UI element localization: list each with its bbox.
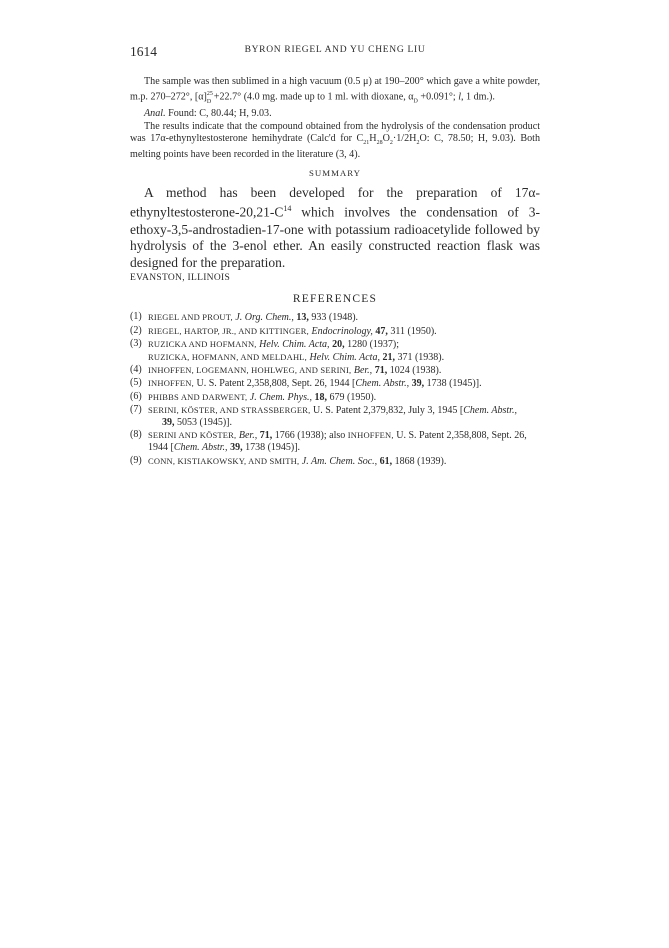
analysis-line: Anal. Found: C, 80.44; H, 9.03.: [144, 108, 272, 120]
results-paragraph: The results indicate that the compound obtained from the hydrolysis of the condensation product was 17α-ethynyltestosterone hemihydrate (Calc'd for $C_{21}H_{28}O_2\cdot 1/2H_2O$: C, 78.50; H, 9.03). Both melting points have been recorded in the literature (3, 4).: [130, 120, 540, 161]
running-head: BYRON RIEGEL AND YU CHENG LIU: [244, 45, 426, 55]
summary-heading: SUMMARY: [309, 167, 361, 178]
sublimation-paragraph: The sample was then sublimed in a high vacuum (0.5 μ) at 190–200° which gave a white powder, m.p. 270–272°, $[\alpha]^{25}_D +22.7^\circ$ (4.0 mg. made up to 1 ml. with dioxane, $\alpha_D +0.091^\circ$; l, 1 dm.).: [130, 76, 540, 105]
reference-item: (8) SERINI AND KÖSTER, Ber., 71, 1766 (1938); also INHOFFEN, U. S. Patent 2,358,808, Sept. 26, 1944 [Chem. Abstr., 39, 1738 (1945)].: [130, 429, 527, 454]
page-number: 1614: [130, 44, 157, 59]
page-body: [130, 76, 540, 468]
reference-item: (3) RUZICKA AND HOFMANN, Helv. Chim. Acta, 20, 1280 (1937);: [130, 337, 400, 350]
reference-item: (7) SERINI, KÖSTER, AND STRASSBERGER, U. S. Patent 2,379,832, July 3, 1945 [Chem. Abstr., 39, 5053 (1945)].: [130, 403, 517, 428]
references-heading: REFERENCES: [292, 293, 378, 306]
page-header: [130, 44, 540, 60]
reference-item: (6) PHIBBS AND DARWENT, J. Chem. Phys., 18, 679 (1950).: [130, 390, 377, 403]
reference-item: (1) RIEGEL AND PROUT, J. Org. Chem., 13, 933 (1948).: [130, 311, 359, 324]
author-location: EVANSTON, ILLINOIS: [130, 273, 231, 284]
reference-item: (2) RIEGEL, HARTOP, JR., AND KITTINGER, Endocrinology, 47, 311 (1950).: [130, 324, 437, 337]
reference-list: [130, 311, 540, 467]
reference-item: (9) CONN, KISTIAKOWSKY, AND SMITH, J. Am. Chem. Soc., 61, 1868 (1939).: [130, 454, 447, 467]
reference-item: (5) INHOFFEN, U. S. Patent 2,358,808, Sept. 26, 1944 [Chem. Abstr., 39, 1738 (1945)].: [130, 377, 482, 390]
reference-item-continuation: RUZICKA, HOFMANN, AND MELDAHL, Helv. Chim. Acta, 21, 371 (1938).: [148, 351, 445, 363]
summary-paragraph: A method has been developed for the preparation of $17\alpha-ethynyltestosterone-20,21-C^{14}$ which involves the condensation of 3-ethoxy-3,5-androstadien-17-one with potassium radioacetylide followed by hydrolysis of the 3-enol ether. An easily constructed reaction flask was designed for the preparation.: [130, 184, 540, 270]
reference-item: (4) INHOFFEN, LOGEMANN, HOHLWEG, AND SERINI, Ber., 71, 1024 (1938).: [130, 364, 442, 377]
